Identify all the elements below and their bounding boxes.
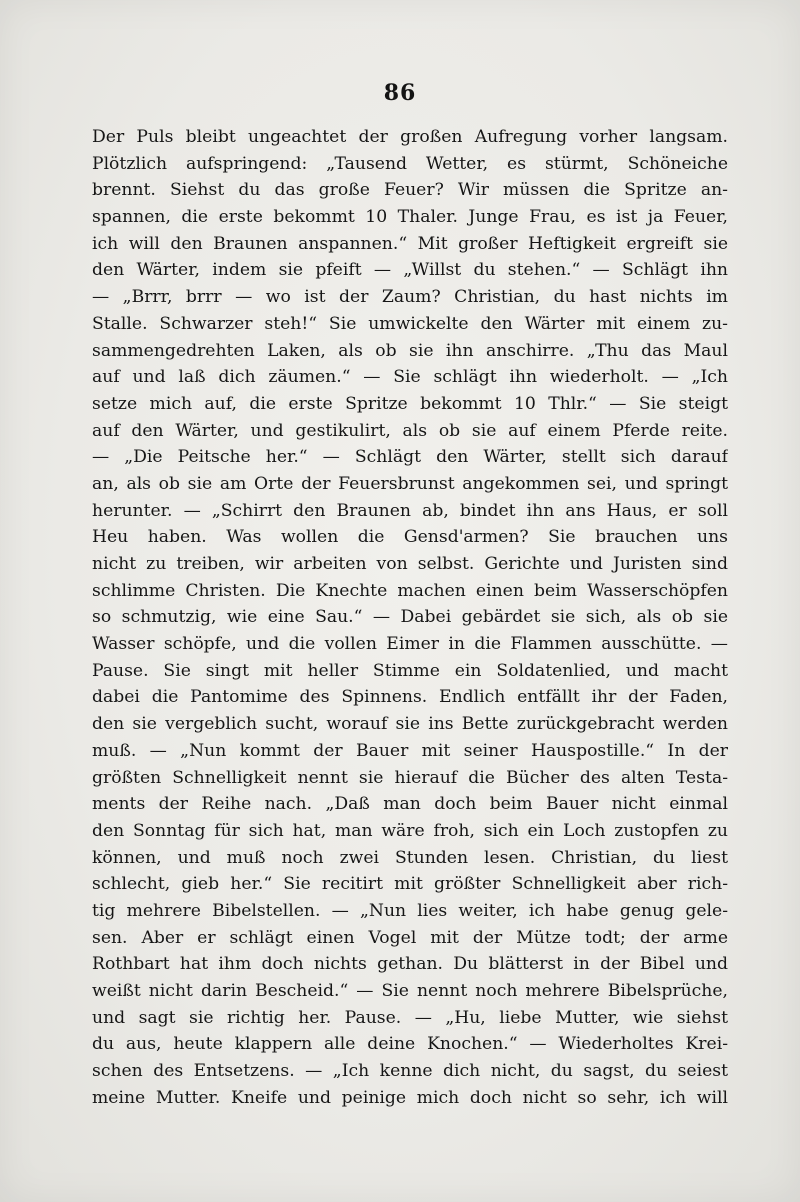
text-line: herunter. — „Schirrt den Braunen ab, bindet ihn ans Haus, er soll [92,500,728,521]
text-line: weißt nicht darin Bescheid.“ — Sie nennt noch mehrere Bibelsprüche, [92,981,728,1001]
text-line: ments der Reihe nach. „Daß man doch beim Bauer nicht einmal [92,794,728,815]
text-line: setze mich auf, die erste Spritze bekommt 10 Thlr.“ — Sie steigt [92,393,728,414]
page-number: 86 [383,80,417,106]
text-line: — „Die Peitsche her.“ — Schlägt den Wärter, stellt sich darauf [92,447,728,468]
text-line: meine Mutter. Kneife und peinige mich doch nicht so sehr, ich will [92,1087,728,1108]
text-line: tig mehrere Bibelstellen. — „Nun lies weiter, ich habe genug gele- [92,900,728,921]
text-line: Stalle. Schwarzer steh!“ Sie umwickelte den Wärter mit einem zu- [92,313,728,334]
text-line: größten Schnelligkeit nennt sie hierauf die Bücher des alten Testa- [92,767,728,788]
text-line: Wasser schöpfe, und die vollen Eimer in die Flammen ausschütte. — [92,634,728,655]
text-line: Heu haben. Was wollen die Gensd'armen? Sie brauchen uns [92,527,728,548]
text-line: und sagt sie richtig her. Pause. — „Hu, liebe Mutter, wie siehst [92,1007,728,1028]
text-line: dabei die Pantomime des Spinnens. Endlich entfällt ihr der Faden, [92,687,728,708]
text-line: ich will den Braunen anspannen.“ Mit großer Heftigkeit ergreift sie [92,233,728,254]
text-line: können, und muß noch zwei Stunden lesen. Christian, du liest [92,847,728,868]
text-line: schen des Entsetzens. — „Ich kenne dich nicht, du sagst, du seiest [92,1061,728,1082]
text-line: auf den Wärter, und gestikulirt, als ob sie auf einem Pferde reite. [92,420,728,441]
text-line: den Sonntag für sich hat, man wäre froh, sich ein Loch zustopfen zu [92,820,728,841]
text-line: schlimme Christen. Die Knechte machen einen beim Wasserschöpfen [92,580,728,601]
text-line: Pause. Sie singt mit heller Stimme ein Soldatenlied, und macht [92,660,728,681]
text-line: an, als ob sie am Orte der Feuersbrunst angekommen sei, und springt [92,473,728,494]
text-line: schlecht, gieb her.“ Sie recitirt mit größter Schnelligkeit aber rich- [92,874,728,895]
text-line: du aus, heute klappern alle deine Knochen.“ — Wiederholtes Krei- [92,1034,728,1055]
text-line: muß. — „Nun kommt der Bauer mit seiner Hauspostille.“ In der [92,740,728,761]
text-line: Rothbart hat ihm doch nichts gethan. Du blätterst in der Bibel und [92,954,728,975]
text-line: nicht zu treiben, wir arbeiten von selbst. Gerichte und Juristen sind [92,554,728,574]
text-line: spannen, die erste bekommt 10 Thaler. Junge Frau, es ist ja Feuer, [92,207,728,228]
body-text [92,124,728,1111]
text-line: den sie vergeblich sucht, worauf sie ins Bette zurückgebracht werden [92,714,728,735]
text-line: sen. Aber er schlägt einen Vogel mit der Mütze todt; der arme [92,927,728,948]
text-line: sammengedrehten Laken, als ob sie ihn anschirre. „Thu das Maul [92,340,728,361]
text-line: so schmutzig, wie eine Sau.“ — Dabei gebärdet sie sich, als ob sie [92,607,728,628]
text-line: brennt. Siehst du das große Feuer? Wir müssen die Spritze an- [92,180,728,201]
text-line: Der Puls bleibt ungeachtet der großen Aufregung vorher langsam. [92,127,728,147]
text-line: — „Brrr, brrr — wo ist der Zaum? Christian, du hast nichts im [92,287,728,308]
text-line: auf und laß dich zäumen.“ — Sie schlägt ihn wiederholt. — „Ich [92,367,728,388]
text-line: den Wärter, indem sie pfeift — „Willst du stehen.“ — Schlägt ihn [92,260,728,281]
text-line: Plötzlich aufspringend: „Tausend Wetter, es stürmt, Schöneiche [92,153,728,174]
